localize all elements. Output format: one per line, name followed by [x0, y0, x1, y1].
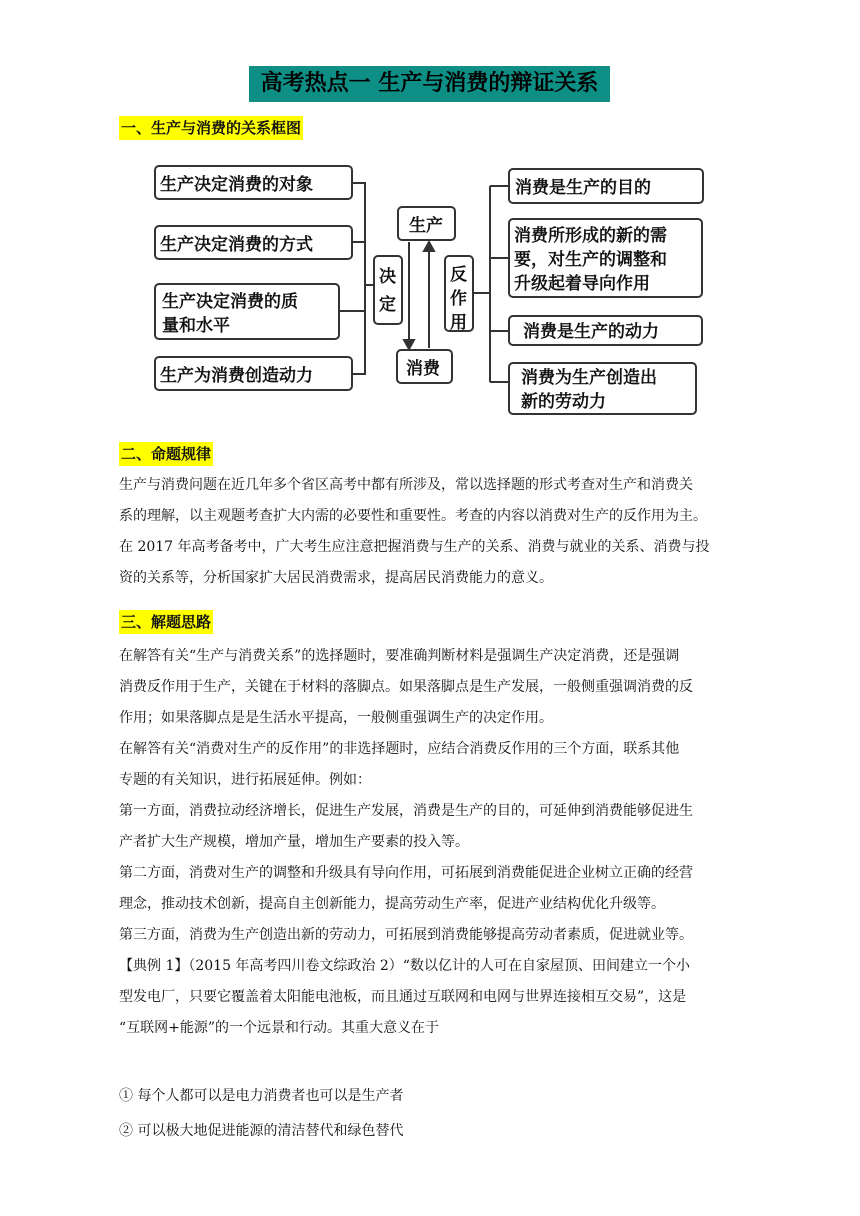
text-line: 产者扩大生产规模，增加产量，增加生产要素的投入等。 — [119, 834, 469, 850]
option-1: ① 每个人都可以是电力消费者也可以是生产者 — [119, 1088, 404, 1104]
right-box-text: 消费所形成的新的需 — [514, 226, 667, 246]
text-line: 在解答有关“消费对生产的反作用”的非选择题时，应结合消费反作用的三个方面，联系其他 — [119, 741, 680, 757]
section-heading-approach: 三、解题思路 — [119, 610, 213, 634]
text-line: 型发电厂，只要它覆盖着太阳能电池板，而且通过互联网和电网与世界连接相互交易”，这是 — [119, 989, 687, 1005]
right-box-text: 消费为生产创造出 — [521, 368, 657, 388]
approach-paragraphs — [119, 641, 751, 1044]
option-2: ② 可以极大地促进能源的清洁替代和绿色替代 — [119, 1123, 404, 1139]
text-line: 生产与消费问题在近几年多个省区高考中都有所涉及，常以选择题的形式考查对生产和消费关 — [119, 477, 693, 493]
text-line: 第一方面，消费拉动经济增长，促进生产发展，消费是生产的目的，可延伸到消费能够促进生 — [119, 803, 693, 819]
left-box-text: 生产决定消费的方式 — [160, 235, 313, 255]
production-label: 生产 — [409, 216, 443, 236]
left-box-text: 生产决定消费的质 — [162, 292, 298, 312]
right-box-text: 消费是生产的目的 — [515, 178, 651, 198]
arrow-up-icon — [424, 242, 434, 251]
reaction-label: 用 — [450, 313, 467, 333]
reaction-label: 作 — [450, 289, 467, 309]
reaction-label: 反 — [450, 265, 467, 285]
decide-label: 决 — [379, 267, 396, 287]
right-box-text: 新的劳动力 — [521, 392, 606, 412]
left-box-text: 量和水平 — [162, 316, 230, 336]
consumption-label: 消费 — [406, 359, 440, 379]
text-line: 第三方面，消费为生产创造出新的劳动力，可拓展到消费能够提高劳动者素质，促进就业等。 — [119, 927, 693, 943]
text-line: 在解答有关“生产与消费关系”的选择题时，要准确判断材料是强调生产决定消费，还是强调 — [119, 648, 680, 664]
page-title: 高考热点一 生产与消费的辩证关系 — [249, 66, 610, 102]
left-box-text: 生产为消费创造动力 — [160, 366, 313, 386]
right-box-text: 要，对生产的调整和 — [514, 250, 667, 270]
text-line: 专题的有关知识，进行拓展延伸。例如： — [119, 772, 371, 788]
section-heading-rules: 二、命题规律 — [119, 442, 213, 466]
relationship-diagram — [0, 150, 860, 450]
decide-label: 定 — [379, 295, 396, 315]
text-line: 资的关系等，分析国家扩大居民消费需求，提高居民消费能力的意义。 — [119, 570, 553, 586]
text-line: 系的理解，以主观题考查扩大内需的必要性和重要性。考查的内容以消费对生产的反作用为主。 — [119, 508, 707, 524]
arrow-down-icon — [404, 340, 414, 349]
text-line: 【典例 1】（2015 年高考四川卷文综政治 2）“数以亿计的人可在自家屋顶、田间建立一个小 — [119, 958, 690, 974]
text-line: “互联网+能源”的一个远景和行动。其重大意义在于 — [119, 1020, 440, 1036]
rules-paragraph — [119, 470, 751, 594]
left-box-text: 生产决定消费的对象 — [160, 175, 313, 195]
right-box-text: 消费是生产的动力 — [523, 322, 659, 342]
text-line: 作用；如果落脚点是是生活水平提高，一般侧重强调生产的决定作用。 — [119, 710, 553, 726]
text-line: 消费反作用于生产，关键在于材料的落脚点。如果落脚点是生产发展，一般侧重强调消费的反 — [119, 679, 693, 695]
text-line: 理念，推动技术创新，提高自主创新能力，提高劳动生产率，促进产业结构优化升级等。 — [119, 896, 665, 912]
text-line: 在 2017 年高考备考中，广大考生应注意把握消费与生产的关系、消费与就业的关系、消费与投 — [119, 539, 710, 555]
right-box-text: 升级起着导向作用 — [514, 274, 650, 294]
text-line: 第二方面，消费对生产的调整和升级具有导向作用，可拓展到消费能促进企业树立正确的经营 — [119, 865, 693, 881]
section-heading-diagram: 一、生产与消费的关系框图 — [119, 116, 303, 140]
